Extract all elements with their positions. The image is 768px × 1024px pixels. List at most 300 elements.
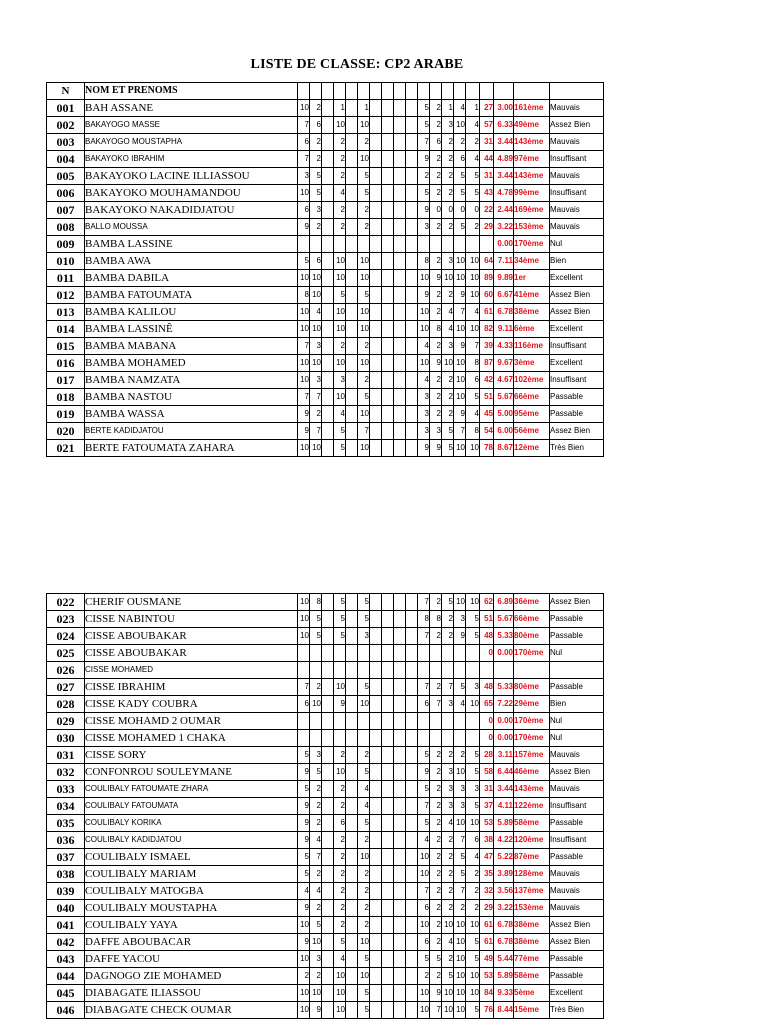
rank-cell: 1er bbox=[514, 270, 550, 287]
grade-cell bbox=[346, 372, 358, 389]
grade-cell bbox=[346, 338, 358, 355]
grade-cell bbox=[382, 270, 394, 287]
total-cell: 48 bbox=[480, 628, 494, 645]
grade-cell: 5 bbox=[466, 747, 480, 764]
student-name: BAMBA MOHAMED bbox=[85, 355, 298, 372]
grade-cell bbox=[370, 645, 382, 662]
class-list-table-2 bbox=[46, 593, 604, 1019]
grade-cell bbox=[382, 832, 394, 849]
grade-cell: 2 bbox=[466, 883, 480, 900]
table-row bbox=[47, 423, 604, 440]
grade-cell: 2 bbox=[430, 866, 442, 883]
grade-cell: 2 bbox=[334, 917, 346, 934]
grade-cell bbox=[370, 696, 382, 713]
grade-cell bbox=[406, 1002, 418, 1019]
grade-cell bbox=[370, 747, 382, 764]
grade-cell bbox=[346, 679, 358, 696]
grade-cell: 9 bbox=[454, 338, 466, 355]
grade-cell: 10 bbox=[298, 628, 310, 645]
grade-cell: 2 bbox=[430, 934, 442, 951]
grade-cell: 6 bbox=[418, 934, 430, 951]
grade-cell bbox=[370, 134, 382, 151]
student-name: CISSE MOHAMED 1 CHAKA bbox=[85, 730, 298, 747]
student-number: 044 bbox=[47, 968, 85, 985]
grade-cell bbox=[370, 423, 382, 440]
grade-cell: 4 bbox=[334, 406, 346, 423]
grade-cell bbox=[406, 781, 418, 798]
grade-cell bbox=[382, 134, 394, 151]
grade-cell bbox=[394, 662, 406, 679]
grade-cell: 5 bbox=[358, 679, 370, 696]
grade-cell bbox=[322, 662, 334, 679]
grade-cell bbox=[406, 798, 418, 815]
mention-cell: Mauvais bbox=[550, 100, 604, 117]
rank-cell: 97ème bbox=[514, 151, 550, 168]
grade-cell: 9 bbox=[298, 815, 310, 832]
table-header-row bbox=[47, 83, 604, 100]
grade-cell bbox=[322, 202, 334, 219]
grade-cell: 6 bbox=[334, 815, 346, 832]
grade-cell bbox=[370, 117, 382, 134]
grade-cell: 2 bbox=[430, 185, 442, 202]
table-row bbox=[47, 628, 604, 645]
grade-cell bbox=[394, 440, 406, 457]
grade-cell: 5 bbox=[442, 968, 454, 985]
table-row bbox=[47, 866, 604, 883]
grade-cell bbox=[346, 423, 358, 440]
grade-cell bbox=[454, 236, 466, 253]
rank-cell: 137ème bbox=[514, 883, 550, 900]
mention-cell: Mauvais bbox=[550, 866, 604, 883]
grade-cell: 2 bbox=[334, 883, 346, 900]
grade-cell bbox=[406, 866, 418, 883]
rank-cell: 170ème bbox=[514, 713, 550, 730]
grade-cell bbox=[346, 440, 358, 457]
grade-cell: 2 bbox=[430, 815, 442, 832]
student-number: 008 bbox=[47, 219, 85, 236]
student-name: BAMBA LASSINÊ bbox=[85, 321, 298, 338]
total-cell: 44 bbox=[480, 151, 494, 168]
grade-cell: 2 bbox=[334, 338, 346, 355]
total-cell: 29 bbox=[480, 900, 494, 917]
grade-cell bbox=[418, 730, 430, 747]
rank-cell: 80ème bbox=[514, 628, 550, 645]
grade-cell: 10 bbox=[418, 304, 430, 321]
grade-cell: 2 bbox=[430, 389, 442, 406]
grade-cell: 9 bbox=[430, 270, 442, 287]
grade-cell bbox=[322, 338, 334, 355]
grade-cell: 4 bbox=[418, 338, 430, 355]
grade-cell: 2 bbox=[430, 168, 442, 185]
grade-cell: 7 bbox=[310, 423, 322, 440]
grade-cell bbox=[406, 985, 418, 1002]
mention-cell: Mauvais bbox=[550, 168, 604, 185]
grade-cell bbox=[394, 219, 406, 236]
class-list-table-1 bbox=[46, 82, 604, 457]
grade-cell bbox=[406, 304, 418, 321]
grade-cell bbox=[346, 406, 358, 423]
total-cell: 78 bbox=[480, 440, 494, 457]
grade-cell: 3 bbox=[418, 219, 430, 236]
total-cell: 31 bbox=[480, 781, 494, 798]
grade-cell bbox=[394, 781, 406, 798]
grade-cell: 10 bbox=[454, 951, 466, 968]
mention-cell: Mauvais bbox=[550, 747, 604, 764]
grade-cell: 3 bbox=[442, 117, 454, 134]
grade-cell: 2 bbox=[430, 117, 442, 134]
grade-cell: 10 bbox=[442, 355, 454, 372]
grade-cell: 5 bbox=[430, 951, 442, 968]
student-name: BAMBA NASTOU bbox=[85, 389, 298, 406]
rank-cell: 128ème bbox=[514, 866, 550, 883]
grade-cell: 2 bbox=[466, 219, 480, 236]
average-cell: 5.00 bbox=[494, 406, 514, 423]
grade-cell: 2 bbox=[310, 219, 322, 236]
grade-cell: 2 bbox=[334, 134, 346, 151]
rank-cell: 36ème bbox=[514, 594, 550, 611]
grade-cell bbox=[382, 883, 394, 900]
mention-cell: Assez Bien bbox=[550, 423, 604, 440]
grade-cell: 10 bbox=[454, 815, 466, 832]
grade-cell: 9 bbox=[454, 406, 466, 423]
student-name: BAKAYOKO MOUHAMANDOU bbox=[85, 185, 298, 202]
grade-cell bbox=[466, 713, 480, 730]
student-name: COULIBALY YAYA bbox=[85, 917, 298, 934]
grade-cell bbox=[346, 713, 358, 730]
grade-cell bbox=[394, 832, 406, 849]
rank-cell: 3ème bbox=[514, 355, 550, 372]
grade-cell: 10 bbox=[466, 440, 480, 457]
table-row bbox=[47, 134, 604, 151]
grade-cell bbox=[370, 628, 382, 645]
student-number: 003 bbox=[47, 134, 85, 151]
mention-cell: Insuffisant bbox=[550, 185, 604, 202]
grade-cell bbox=[382, 781, 394, 798]
average-cell: 5.89 bbox=[494, 815, 514, 832]
average-cell: 4.67 bbox=[494, 372, 514, 389]
grade-cell: 10 bbox=[298, 304, 310, 321]
grade-cell: 5 bbox=[334, 440, 346, 457]
grade-cell: 5 bbox=[418, 117, 430, 134]
student-name: DIABAGATE CHECK OUMAR bbox=[85, 1002, 298, 1019]
grade-cell: 2 bbox=[430, 304, 442, 321]
grade-cell: 9 bbox=[298, 219, 310, 236]
grade-cell: 10 bbox=[442, 917, 454, 934]
grade-cell: 2 bbox=[358, 338, 370, 355]
rank-cell: 80ème bbox=[514, 679, 550, 696]
grade-cell bbox=[382, 406, 394, 423]
grade-cell bbox=[394, 168, 406, 185]
grade-cell bbox=[346, 917, 358, 934]
grade-cell: 9 bbox=[430, 985, 442, 1002]
grade-cell bbox=[406, 219, 418, 236]
average-cell: 6.78 bbox=[494, 304, 514, 321]
grade-cell: 5 bbox=[334, 287, 346, 304]
grade-cell bbox=[382, 679, 394, 696]
rank-cell: 143ème bbox=[514, 168, 550, 185]
grade-cell bbox=[406, 355, 418, 372]
grade-cell bbox=[298, 662, 310, 679]
grade-cell: 2 bbox=[298, 968, 310, 985]
student-number: 033 bbox=[47, 781, 85, 798]
grade-cell bbox=[322, 781, 334, 798]
average-cell: 6.89 bbox=[494, 594, 514, 611]
total-cell: 53 bbox=[480, 815, 494, 832]
grade-cell: 10 bbox=[358, 151, 370, 168]
grade-cell bbox=[406, 151, 418, 168]
grade-cell: 1 bbox=[334, 100, 346, 117]
grade-cell bbox=[406, 594, 418, 611]
grade-cell: 7 bbox=[298, 117, 310, 134]
grade-cell: 3 bbox=[442, 253, 454, 270]
grade-cell bbox=[382, 645, 394, 662]
grade-cell bbox=[346, 185, 358, 202]
student-name: BAKAYOGO MASSE bbox=[85, 117, 298, 134]
student-name: COULIBALY KADIDJATOU bbox=[85, 832, 298, 849]
total-cell: 37 bbox=[480, 798, 494, 815]
grade-cell bbox=[382, 440, 394, 457]
student-number: 031 bbox=[47, 747, 85, 764]
table-row bbox=[47, 372, 604, 389]
average-cell: 9.33 bbox=[494, 985, 514, 1002]
grade-cell bbox=[394, 355, 406, 372]
grade-cell: 2 bbox=[430, 849, 442, 866]
grade-cell bbox=[322, 151, 334, 168]
grade-cell: 5 bbox=[310, 628, 322, 645]
grade-cell bbox=[382, 372, 394, 389]
grade-cell bbox=[406, 100, 418, 117]
grade-cell: 2 bbox=[442, 406, 454, 423]
grade-cell: 5 bbox=[466, 951, 480, 968]
grade-cell: 5 bbox=[466, 934, 480, 951]
grade-cell: 7 bbox=[418, 134, 430, 151]
grade-cell: 2 bbox=[430, 372, 442, 389]
grade-cell: 9 bbox=[454, 287, 466, 304]
grade-cell: 10 bbox=[310, 696, 322, 713]
mention-cell: Passable bbox=[550, 389, 604, 406]
grade-cell: 9 bbox=[418, 764, 430, 781]
grade-cell: 2 bbox=[430, 747, 442, 764]
grade-cell bbox=[346, 304, 358, 321]
grade-cell: 0 bbox=[430, 202, 442, 219]
rank-cell: 153ème bbox=[514, 900, 550, 917]
average-cell: 3.22 bbox=[494, 900, 514, 917]
student-number: 019 bbox=[47, 406, 85, 423]
grade-cell bbox=[346, 662, 358, 679]
grade-cell: 7 bbox=[418, 679, 430, 696]
table-row bbox=[47, 185, 604, 202]
grade-cell bbox=[322, 406, 334, 423]
grade-cell bbox=[406, 968, 418, 985]
grade-cell bbox=[322, 951, 334, 968]
grade-cell: 10 bbox=[358, 849, 370, 866]
grade-cell bbox=[346, 100, 358, 117]
grade-cell: 10 bbox=[466, 287, 480, 304]
grade-cell bbox=[346, 134, 358, 151]
total-cell bbox=[480, 236, 494, 253]
grade-cell bbox=[394, 849, 406, 866]
average-cell: 4.89 bbox=[494, 151, 514, 168]
student-number: 023 bbox=[47, 611, 85, 628]
student-number: 043 bbox=[47, 951, 85, 968]
grade-cell: 3 bbox=[442, 696, 454, 713]
grade-cell: 2 bbox=[442, 389, 454, 406]
total-cell: 45 bbox=[480, 406, 494, 423]
grade-cell: 7 bbox=[358, 423, 370, 440]
grade-cell: 4 bbox=[310, 304, 322, 321]
grade-cell bbox=[334, 645, 346, 662]
mention-cell: Insuffisant bbox=[550, 832, 604, 849]
average-cell: 0.00 bbox=[494, 713, 514, 730]
grade-cell: 2 bbox=[442, 185, 454, 202]
grade-cell bbox=[298, 730, 310, 747]
grade-cell bbox=[322, 917, 334, 934]
grade-cell bbox=[346, 968, 358, 985]
grade-cell: 7 bbox=[298, 389, 310, 406]
grade-cell: 5 bbox=[454, 168, 466, 185]
grade-cell bbox=[346, 594, 358, 611]
average-cell: 0.00 bbox=[494, 730, 514, 747]
grade-cell bbox=[322, 764, 334, 781]
grade-cell bbox=[394, 679, 406, 696]
grade-cell bbox=[382, 219, 394, 236]
grade-cell bbox=[382, 764, 394, 781]
student-number: 022 bbox=[47, 594, 85, 611]
student-number: 037 bbox=[47, 849, 85, 866]
grade-cell bbox=[322, 355, 334, 372]
grade-cell: 5 bbox=[454, 866, 466, 883]
grade-cell bbox=[382, 100, 394, 117]
grade-cell bbox=[394, 934, 406, 951]
grade-cell: 5 bbox=[466, 628, 480, 645]
grade-cell: 4 bbox=[466, 151, 480, 168]
grade-cell: 7 bbox=[310, 389, 322, 406]
grade-cell bbox=[346, 321, 358, 338]
grade-cell: 10 bbox=[466, 253, 480, 270]
grade-cell bbox=[346, 355, 358, 372]
grade-cell: 10 bbox=[466, 594, 480, 611]
grade-cell: 3 bbox=[454, 781, 466, 798]
grade-cell: 5 bbox=[454, 185, 466, 202]
mention-cell: Mauvais bbox=[550, 219, 604, 236]
student-number: 039 bbox=[47, 883, 85, 900]
grade-cell: 5 bbox=[418, 815, 430, 832]
grade-cell bbox=[370, 440, 382, 457]
grade-cell bbox=[382, 900, 394, 917]
mention-cell: Passable bbox=[550, 968, 604, 985]
student-number: 025 bbox=[47, 645, 85, 662]
grade-cell bbox=[322, 934, 334, 951]
grade-cell: 10 bbox=[418, 866, 430, 883]
grade-cell bbox=[298, 645, 310, 662]
grade-cell: 6 bbox=[298, 202, 310, 219]
student-name: CISSE MOHAMED bbox=[85, 662, 298, 679]
table-row bbox=[47, 798, 604, 815]
grade-cell bbox=[346, 611, 358, 628]
grade-cell bbox=[406, 389, 418, 406]
grade-cell bbox=[346, 849, 358, 866]
grade-cell bbox=[370, 338, 382, 355]
grade-cell: 5 bbox=[334, 423, 346, 440]
grade-cell bbox=[454, 645, 466, 662]
rank-cell: 6ème bbox=[514, 321, 550, 338]
grade-cell: 4 bbox=[334, 185, 346, 202]
grade-cell: 10 bbox=[454, 117, 466, 134]
mention-cell: Excellent bbox=[550, 985, 604, 1002]
rank-cell: 120ème bbox=[514, 832, 550, 849]
student-number: 036 bbox=[47, 832, 85, 849]
student-name: BAKAYOKO IBRAHIM bbox=[85, 151, 298, 168]
grade-cell: 10 bbox=[358, 934, 370, 951]
grade-cell bbox=[382, 866, 394, 883]
student-name: CISSE ABOUBAKAR bbox=[85, 628, 298, 645]
rank-cell: 66ème bbox=[514, 389, 550, 406]
student-number: 042 bbox=[47, 934, 85, 951]
grade-cell bbox=[394, 389, 406, 406]
rank-cell: 58ème bbox=[514, 968, 550, 985]
grade-cell: 5 bbox=[442, 594, 454, 611]
grade-cell bbox=[346, 1002, 358, 1019]
table-row bbox=[47, 662, 604, 679]
grade-cell: 10 bbox=[298, 594, 310, 611]
student-number: 001 bbox=[47, 100, 85, 117]
average-cell: 6.44 bbox=[494, 764, 514, 781]
grade-cell: 5 bbox=[454, 679, 466, 696]
table-row bbox=[47, 934, 604, 951]
grade-cell: 9 bbox=[298, 406, 310, 423]
grade-cell bbox=[382, 815, 394, 832]
student-number: 045 bbox=[47, 985, 85, 1002]
grade-cell bbox=[370, 151, 382, 168]
grade-cell bbox=[382, 713, 394, 730]
grade-cell: 7 bbox=[418, 628, 430, 645]
grade-cell bbox=[346, 219, 358, 236]
grade-cell bbox=[322, 134, 334, 151]
grade-cell bbox=[394, 423, 406, 440]
grade-cell bbox=[394, 883, 406, 900]
grade-cell: 2 bbox=[442, 849, 454, 866]
grade-cell: 5 bbox=[358, 951, 370, 968]
grade-cell: 2 bbox=[454, 900, 466, 917]
grade-cell: 2 bbox=[442, 287, 454, 304]
average-cell: 9.89 bbox=[494, 270, 514, 287]
grade-cell: 6 bbox=[454, 151, 466, 168]
grade-cell: 2 bbox=[442, 866, 454, 883]
grade-cell: 5 bbox=[358, 1002, 370, 1019]
grade-cell: 10 bbox=[334, 270, 346, 287]
grade-cell bbox=[346, 151, 358, 168]
student-name: BAMBA MABANA bbox=[85, 338, 298, 355]
grade-cell: 0 bbox=[442, 202, 454, 219]
student-name: BAKAYOGO MOUSTAPHA bbox=[85, 134, 298, 151]
grade-cell: 2 bbox=[430, 900, 442, 917]
grade-cell: 5 bbox=[298, 253, 310, 270]
grade-cell bbox=[406, 662, 418, 679]
mention-cell: Insuffisant bbox=[550, 372, 604, 389]
header-subject bbox=[346, 83, 358, 100]
student-name: CISSE SORY bbox=[85, 747, 298, 764]
grade-cell: 3 bbox=[418, 406, 430, 423]
grade-cell: 7 bbox=[430, 1002, 442, 1019]
grade-cell: 6 bbox=[418, 900, 430, 917]
header-subject bbox=[334, 83, 346, 100]
grade-cell bbox=[346, 815, 358, 832]
grade-cell bbox=[322, 100, 334, 117]
grade-cell bbox=[334, 662, 346, 679]
grade-cell bbox=[370, 236, 382, 253]
mention-cell: Assez Bien bbox=[550, 917, 604, 934]
grade-cell: 5 bbox=[358, 985, 370, 1002]
